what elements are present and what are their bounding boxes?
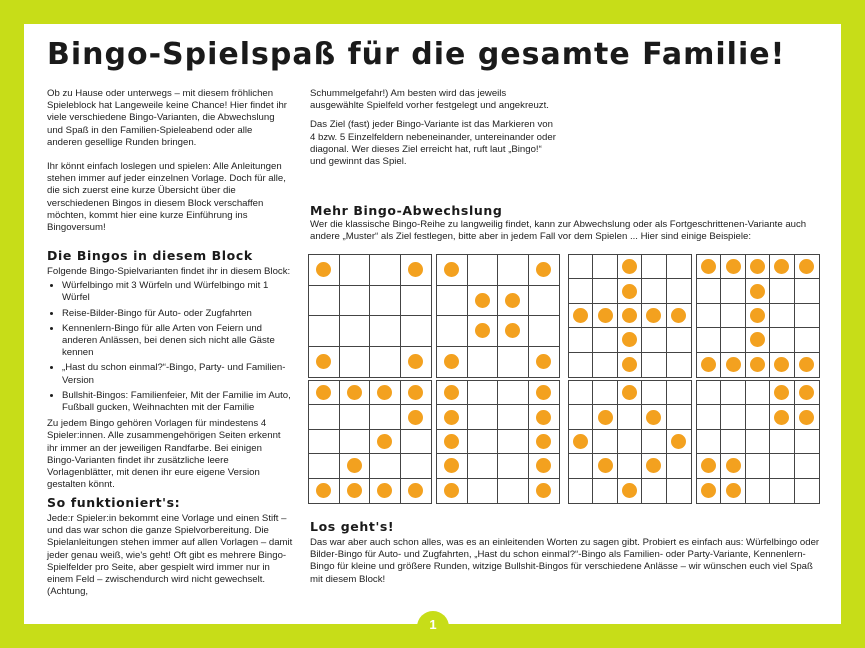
grid-cell <box>340 381 371 405</box>
grid-cell <box>401 430 432 454</box>
grid-cell <box>498 255 529 286</box>
grid-cell <box>370 347 401 378</box>
grid-cell <box>437 430 468 454</box>
marked-dot <box>408 262 423 277</box>
bingo-pattern-grid <box>308 254 432 378</box>
marked-dot <box>799 410 814 425</box>
grid-cell <box>309 255 340 286</box>
bingos-heading: Die Bingos in diesem Block <box>47 248 253 263</box>
grid-cell <box>746 381 770 405</box>
grid-cell <box>770 328 794 352</box>
grid-cell <box>642 304 666 328</box>
page-number: 1 <box>417 611 449 641</box>
marked-dot <box>701 259 716 274</box>
marked-dot <box>377 434 392 449</box>
marked-dot <box>444 385 459 400</box>
intro-text <box>47 88 289 241</box>
marked-dot <box>316 385 331 400</box>
grid-cell <box>529 405 560 429</box>
grid-cell <box>468 347 499 378</box>
grid-cell <box>746 479 770 503</box>
grid-cell <box>569 430 593 454</box>
grid-cell <box>401 255 432 286</box>
mehr-heading: Mehr Bingo-Abwechslung <box>310 203 503 218</box>
grid-cell <box>697 328 721 352</box>
marked-dot <box>573 434 588 449</box>
grid-cell <box>746 353 770 377</box>
grid-cell <box>309 347 340 378</box>
grid-cell <box>795 381 819 405</box>
grid-cell <box>795 279 819 303</box>
grid-cell <box>593 454 617 478</box>
marked-dot <box>750 259 765 274</box>
grid-cell <box>721 279 745 303</box>
marked-dot <box>726 357 741 372</box>
grid-cell <box>795 353 819 377</box>
grid-cell <box>370 255 401 286</box>
marked-dot <box>646 410 661 425</box>
marked-dot <box>444 483 459 498</box>
grid-cell <box>770 255 794 279</box>
grid-cell <box>667 430 691 454</box>
grid-cell <box>401 347 432 378</box>
grid-cell <box>498 479 529 503</box>
grid-cell <box>437 316 468 347</box>
grid-cell <box>309 381 340 405</box>
grid-cell <box>468 255 499 286</box>
grid-cell <box>795 304 819 328</box>
marked-dot <box>598 308 613 323</box>
grid-cell <box>370 405 401 429</box>
grid-cell <box>697 304 721 328</box>
grid-cell <box>667 405 691 429</box>
grid-cell <box>370 430 401 454</box>
grid-cell <box>721 430 745 454</box>
grid-cell <box>569 479 593 503</box>
grid-cell <box>697 353 721 377</box>
grid-cell <box>593 353 617 377</box>
grid-cell <box>697 381 721 405</box>
marked-dot <box>701 483 716 498</box>
grid-cell <box>437 479 468 503</box>
grid-cell <box>770 353 794 377</box>
list-item: • Reise-Bilder-Bingo für Auto- oder Zugfahrten <box>62 308 291 320</box>
grid-cell <box>721 479 745 503</box>
grid-cell <box>529 479 560 503</box>
grid-cell <box>746 255 770 279</box>
page-title: Bingo-Spielspaß für die gesamte Familie! <box>47 37 786 72</box>
grid-cell <box>770 479 794 503</box>
grid-cell <box>529 286 560 317</box>
grid-cell <box>770 430 794 454</box>
grid-cell <box>498 430 529 454</box>
funktioniert-cont: Schummelgefahr!) Am besten wird das jeweils ausgewählte Spielfeld vorher festgelegt und angekreuzt. <box>310 88 549 112</box>
grid-cell <box>340 286 371 317</box>
grid-cell <box>618 454 642 478</box>
grid-cell <box>309 430 340 454</box>
grid-cell <box>642 381 666 405</box>
grid-cell <box>593 255 617 279</box>
grid-cell <box>697 479 721 503</box>
grid-cell <box>468 479 499 503</box>
grid-cell <box>618 381 642 405</box>
bingos-lead: Folgende Bingo-Spielvarianten findet ihr in diesem Block: <box>47 266 291 277</box>
grid-cell <box>770 279 794 303</box>
grid-cell <box>468 316 499 347</box>
list-item: • Würfelbingo mit 3 Würfeln und Würfelbingo mit 1 Würfel <box>62 280 291 304</box>
marked-dot <box>475 293 490 308</box>
marked-dot <box>622 483 637 498</box>
marked-dot <box>799 385 814 400</box>
funktioniert-goal: Das Ziel (fast) jeder Bingo-Variante ist das Markieren von 4 bzw. 5 Einzelfeldern nebeneinander, untereinander oder diagonal. Wer dieses Ziel erreicht hat, ruft laut „Bingo!“ und gewinnt das Spiel. <box>310 119 556 168</box>
grid-cell <box>795 430 819 454</box>
grid-cell <box>498 316 529 347</box>
grid-cell <box>642 430 666 454</box>
marked-dot <box>701 357 716 372</box>
grid-cell <box>401 286 432 317</box>
grid-cell <box>498 454 529 478</box>
grid-cell <box>642 255 666 279</box>
grid-cell <box>340 454 371 478</box>
marked-dot <box>622 308 637 323</box>
grid-cell <box>498 381 529 405</box>
grid-cell <box>569 304 593 328</box>
grid-cell <box>746 279 770 303</box>
grid-cell <box>721 454 745 478</box>
grid-cell <box>437 286 468 317</box>
grid-cell <box>697 255 721 279</box>
grid-cell <box>468 430 499 454</box>
funktioniert-heading: So funktioniert's: <box>47 495 181 510</box>
marked-dot <box>316 354 331 369</box>
marked-dot <box>774 385 789 400</box>
marked-dot <box>622 385 637 400</box>
grid-cell <box>667 353 691 377</box>
marked-dot <box>536 483 551 498</box>
grid-cell <box>569 353 593 377</box>
marked-dot <box>536 354 551 369</box>
grid-cell <box>401 454 432 478</box>
grid-cell <box>721 353 745 377</box>
grid-cell <box>593 381 617 405</box>
grid-cell <box>569 454 593 478</box>
grid-cell <box>437 381 468 405</box>
grid-cell <box>340 479 371 503</box>
marked-dot <box>646 458 661 473</box>
grid-cell <box>498 347 529 378</box>
grid-cell <box>468 286 499 317</box>
grid-cell <box>437 405 468 429</box>
grid-cell <box>697 454 721 478</box>
grid-cell <box>618 353 642 377</box>
grid-cell <box>340 405 371 429</box>
marked-dot <box>799 357 814 372</box>
bingo-pattern-grid <box>568 254 692 378</box>
grid-cell <box>667 279 691 303</box>
marked-dot <box>316 262 331 277</box>
grid-cell <box>721 328 745 352</box>
grid-cell <box>618 430 642 454</box>
marked-dot <box>536 385 551 400</box>
bingo-pattern-grid <box>568 380 692 504</box>
marked-dot <box>408 385 423 400</box>
marked-dot <box>646 308 661 323</box>
grid-cell <box>795 479 819 503</box>
grid-cell <box>667 381 691 405</box>
grid-cell <box>642 328 666 352</box>
marked-dot <box>408 410 423 425</box>
marked-dot <box>347 385 362 400</box>
marked-dot <box>774 410 789 425</box>
bingos-outro: Zu jedem Bingo gehören Vorlagen für mindestens 4 Spieler:innen. Alle zusammengehörigen Seiten erkennt ihr immer an der jeweiligen Randfarbe. Bei einigen Bingo-Varianten findet ihr zusätzliche leere Vorlagenblätter, mit denen ihr eure eigene Version gestalten könnt. <box>47 418 281 491</box>
grid-cell <box>498 286 529 317</box>
marked-dot <box>726 483 741 498</box>
marked-dot <box>598 410 613 425</box>
grid-cell <box>746 405 770 429</box>
marked-dot <box>408 483 423 498</box>
grid-cell <box>618 255 642 279</box>
grid-cell <box>721 381 745 405</box>
marked-dot <box>671 308 686 323</box>
list-item: • Bullshit-Bingos: Familienfeier, Mit der Familie im Auto, Fußball gucken, Weihnachten mit der Familie <box>62 390 291 414</box>
grid-cell <box>746 430 770 454</box>
grid-cell <box>667 328 691 352</box>
los-text: Das war aber auch schon alles, was es an einleitenden Worten zu sagen gibt. Probiert es einfach aus: Würfelbingo oder Bilder-Bingo für Auto- und Zugfahrten, „Hast du schon einmal?“-Bingo als Familien- oder Party-Variante, Kennenlern-Bingo für kleine und größere Runden, witzige Bullshit-Bingos für verschiedene Anlässe – wir wünschen euch viel Spaß mit diesem Block! <box>310 537 820 585</box>
list-item: • Kennenlern-Bingo für alle Arten von Feiern und anderen Anlässen, bei denen sich nicht alle Gäste kennen <box>62 323 291 360</box>
marked-dot <box>750 332 765 347</box>
grid-cell <box>569 328 593 352</box>
grid-cell <box>437 255 468 286</box>
marked-dot <box>622 357 637 372</box>
marked-dot <box>622 284 637 299</box>
grid-cell <box>697 405 721 429</box>
grid-cell <box>437 347 468 378</box>
intro-paragraph-2: Ihr könnt einfach loslegen und spielen: Alle Anleitungen stehen immer auf jeder einzelnen Vorlage. Doch für alle, die sich zuerst eine kurze Übersicht über die verschiedenen Bingos in diesem Block verschaffen möchten, kommt hier eine kurze Einführung ins Bingoversum! <box>47 161 286 234</box>
grid-cell <box>795 454 819 478</box>
marked-dot <box>726 458 741 473</box>
mehr-text: Wer die klassische Bingo-Reihe zu langweilig findet, kann zur Abwechslung oder als Fortgeschrittenen-Variante auch andere „Muster“ als Ziel festlegen, bitte aber in jedem Fall vor dem Spielen ... Hier sind einige Beispiele: <box>310 219 807 243</box>
grid-cell <box>309 286 340 317</box>
bingo-pattern-grid <box>696 254 820 378</box>
grid-cell <box>795 405 819 429</box>
marked-dot <box>701 458 716 473</box>
grid-cell <box>746 304 770 328</box>
grid-cell <box>309 405 340 429</box>
grid-cell <box>795 255 819 279</box>
grid-cell <box>529 430 560 454</box>
bingo-pattern-grid <box>436 254 560 378</box>
grid-cell <box>642 479 666 503</box>
marked-dot <box>536 410 551 425</box>
bingo-pattern-grid <box>696 380 820 504</box>
grid-cell <box>498 405 529 429</box>
grid-cell <box>593 328 617 352</box>
marked-dot <box>444 434 459 449</box>
grid-cell <box>642 454 666 478</box>
grid-cell <box>340 255 371 286</box>
grid-cell <box>370 479 401 503</box>
grid-cell <box>618 304 642 328</box>
grid-cell <box>401 381 432 405</box>
marked-dot <box>444 410 459 425</box>
grid-cell <box>697 430 721 454</box>
marked-dot <box>347 483 362 498</box>
grid-cell <box>770 405 794 429</box>
grid-cell <box>721 304 745 328</box>
grid-cell <box>618 279 642 303</box>
grid-cell <box>721 255 745 279</box>
grid-cell <box>468 454 499 478</box>
marked-dot <box>750 357 765 372</box>
los-heading: Los geht's! <box>310 519 395 534</box>
marked-dot <box>622 259 637 274</box>
grid-cell <box>401 479 432 503</box>
bingos-list <box>47 280 291 414</box>
marked-dot <box>377 483 392 498</box>
grid-cell <box>795 328 819 352</box>
grid-cell <box>370 286 401 317</box>
grid-cell <box>770 304 794 328</box>
marked-dot <box>799 259 814 274</box>
grid-cell <box>309 316 340 347</box>
grid-cell <box>529 347 560 378</box>
grid-cell <box>340 347 371 378</box>
funktioniert-continued <box>310 88 560 175</box>
grid-cell <box>667 255 691 279</box>
marked-dot <box>573 308 588 323</box>
grid-cell <box>370 454 401 478</box>
marked-dot <box>536 458 551 473</box>
grid-cell <box>468 405 499 429</box>
grid-cell <box>340 316 371 347</box>
marked-dot <box>444 354 459 369</box>
list-item: • „Hast du schon einmal?“-Bingo, Party- und Familien-Version <box>62 362 291 386</box>
marked-dot <box>774 259 789 274</box>
grid-cell <box>401 405 432 429</box>
marked-dot <box>671 434 686 449</box>
grid-cell <box>309 454 340 478</box>
marked-dot <box>475 323 490 338</box>
grid-cell <box>401 316 432 347</box>
grid-cell <box>529 255 560 286</box>
marked-dot <box>377 385 392 400</box>
grid-cell <box>569 279 593 303</box>
grid-cell <box>370 381 401 405</box>
marked-dot <box>774 357 789 372</box>
marked-dot <box>622 332 637 347</box>
marked-dot <box>347 458 362 473</box>
grid-cell <box>437 454 468 478</box>
grid-cell <box>642 405 666 429</box>
grid-cell <box>593 430 617 454</box>
grid-cell <box>746 328 770 352</box>
grid-cell <box>721 405 745 429</box>
marked-dot <box>444 262 459 277</box>
grid-cell <box>697 279 721 303</box>
grid-cell <box>529 316 560 347</box>
grid-cell <box>468 381 499 405</box>
funktioniert-text: Jede:r Spieler:in bekommt eine Vorlage und einen Stift – und das war schon die ganze Spielvorbereitung. Die Spielanleitungen stehen immer auf allen Vorlagen – damit jeder genau weiß, wie's geht! Oft gibt es mehrere Bingo-Spielfelder pro Seite, aber gespielt wird immer nur in einem Feld – zwischendurch wird nicht gewechselt. (Achtung, <box>47 513 293 598</box>
grid-cell <box>618 479 642 503</box>
grid-cell <box>746 454 770 478</box>
grid-cell <box>642 279 666 303</box>
marked-dot <box>750 284 765 299</box>
grid-cell <box>770 454 794 478</box>
bingo-pattern-grid <box>308 380 432 504</box>
marked-dot <box>505 323 520 338</box>
grid-cell <box>593 304 617 328</box>
grid-cell <box>667 479 691 503</box>
grid-cell <box>529 454 560 478</box>
bingo-pattern-grid <box>436 380 560 504</box>
grid-cell <box>667 454 691 478</box>
grid-cell <box>569 255 593 279</box>
grid-cell <box>569 381 593 405</box>
marked-dot <box>536 262 551 277</box>
marked-dot <box>316 483 331 498</box>
grid-cell <box>618 328 642 352</box>
marked-dot <box>408 354 423 369</box>
marked-dot <box>750 308 765 323</box>
marked-dot <box>505 293 520 308</box>
marked-dot <box>726 259 741 274</box>
grid-cell <box>642 353 666 377</box>
grid-cell <box>618 405 642 429</box>
grid-cell <box>593 405 617 429</box>
grid-cell <box>370 316 401 347</box>
marked-dot <box>598 458 613 473</box>
grid-cell <box>593 479 617 503</box>
grid-cell <box>667 304 691 328</box>
grid-cell <box>340 430 371 454</box>
grid-cell <box>770 381 794 405</box>
grid-cell <box>569 405 593 429</box>
intro-paragraph-1: Ob zu Hause oder unterwegs – mit diesem fröhlichen Spieleblock hat Langeweile keine Chance! Hier findet ihr viele verschiedene Bingo-Varianten, die Abwechslung und Spaß in den Familien-Spieleabend oder alle anderen gesellige Runden bringen. <box>47 88 287 148</box>
grid-cell <box>309 479 340 503</box>
grid-cell <box>529 381 560 405</box>
bingos-section <box>47 266 291 491</box>
grid-cell <box>593 279 617 303</box>
marked-dot <box>444 458 459 473</box>
marked-dot <box>536 434 551 449</box>
